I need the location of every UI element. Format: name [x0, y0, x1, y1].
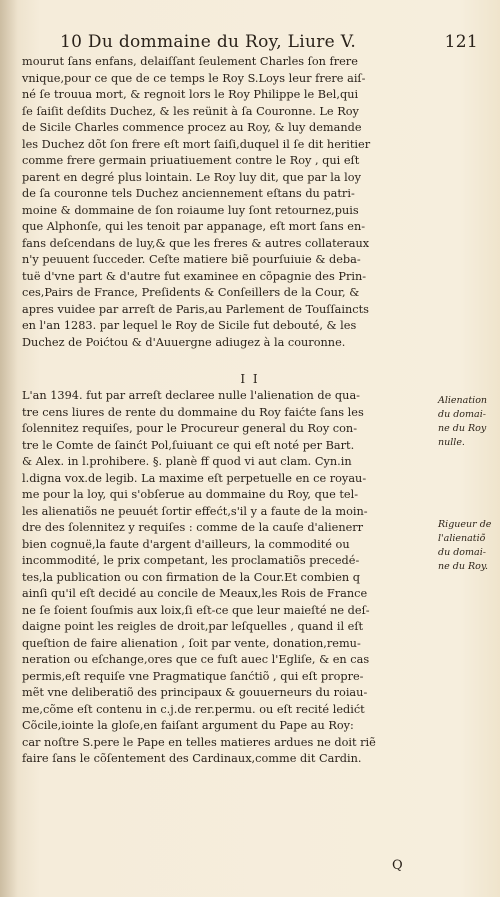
text-line: parent en degré plus lointain. Le Roy luy dit, que par la loy — [22, 170, 361, 184]
text-line: en l'an 1283. par lequel le Roy de Sicile fut debouté, & les — [22, 319, 357, 332]
text-line: ainſi qu'il eſt decidé au concile de Meaux,les Rois de France — [22, 587, 368, 600]
text-line: bien cognuë,la faute d'argent d'ailleurs, la commodité ou — [22, 537, 350, 551]
text-line: ne ſe ſoient ſouſmis aux loix,ſi eſt-ce que leur maieſté ne deſ- — [22, 603, 370, 617]
section-number: I I — [240, 372, 260, 386]
text-line: mourut ſans enfans, delaiſſant ſeulement Charles ſon frere — [22, 55, 358, 68]
margin-note-line: ne du Roy. — [438, 561, 488, 572]
text-line: les Duchez dõt ſon frere eſt mort ſaiſi,duquel il ſe dit heritier — [22, 137, 371, 151]
text-line: comme frere germain priuatiuement contre le Roy , qui eſt — [22, 154, 360, 167]
text-line: fans deſcendans de luy,& que les freres & autres collateraux — [22, 236, 370, 250]
text-line: neration ou eſchange,ores que ce fuſt auec l'Egliſe, & en cas — [22, 653, 370, 666]
text-line: l.digna vox.de legib. La maxime eſt perpetuelle en ce royau- — [22, 471, 367, 485]
catchword: Q — [392, 858, 403, 873]
text-line: incommodité, le prix competant, les proclamatiõs precedé- — [22, 554, 360, 567]
binding-shadow — [0, 0, 18, 897]
text-line: dre des ſolennitez y requiſes : comme de la cauſe d'alienerr — [22, 521, 364, 534]
text-line: me,cõme eſt contenu in c.j.de rer.permu. ou eſt recité ledićt — [22, 702, 365, 716]
text-line: tuë d'vne part & d'autre fut examinee en cõpagnie des Prin- — [22, 269, 367, 283]
margin-note-line: Rigueur de — [438, 519, 492, 530]
text-line: de ſa couronne tels Duchez anciennement eſtans du patri- — [22, 187, 355, 200]
text-line: mẽt vne deliberatiõ des principaux & gouuerneurs du roiau- — [22, 686, 368, 699]
text-line: moine & dommaine de ſon roiaume luy ſont retournez,puis — [22, 203, 359, 217]
paragraph-2 — [22, 388, 434, 768]
text-line: ſe ſaiſit deſdits Duchez, & les reünit à ſa Couronne. Le Roy — [22, 104, 359, 118]
text-line: & Alex. in l.prohibere. §. planè ff quod vi aut clam. Cyn.in — [22, 455, 352, 468]
text-line: tre cens liures de rente du dommaine du Roy faićte ſans les — [22, 405, 364, 419]
text-line: daigne point les reigles de droit,par leſquelles , quand il eſt — [22, 620, 364, 633]
text-line: permis,eſt requiſe vne Pragmatique ſanćtiõ , qui eſt propre- — [22, 669, 364, 683]
text-line: que Alphonſe, qui les tenoit par appanage, eſt mort ſans en- — [22, 220, 366, 233]
text-line: Duchez de Poićtou & d'Auuergne adiugez à la couronne. — [22, 335, 346, 349]
margin-note-line: du domai- — [438, 409, 486, 420]
text-line: Cõcile,iointe la gloſe,en faiſant argument du Pape au Roy: — [22, 719, 354, 732]
text-line: faire ſans le cõſentement des Cardinaux,comme dit Cardin. — [22, 752, 362, 765]
text-line: me pour la loy, qui s'obſerue au dommaine du Roy, que tel- — [22, 488, 359, 501]
page-number: 121 — [444, 32, 478, 52]
text-line: apres vuidee par arreſt de Paris,au Parlement de Touſſaincts — [22, 302, 369, 316]
paragraph-1 — [22, 54, 434, 351]
margin-note-line: ne du Roy — [438, 423, 487, 434]
text-line: de Sicile Charles commence procez au Roy, & luy demande — [22, 121, 362, 134]
margin-note-alienation — [438, 394, 500, 450]
text-line: L'an 1394. fut par arreſt declaree nulle l'alienation de qua- — [22, 389, 360, 402]
text-line: ces,Pairs de France, Preſidents & Conſeillers de la Cour, & — [22, 286, 360, 299]
text-line: ſolennitez requiſes, pour le Procureur general du Roy con- — [22, 422, 358, 435]
text-line: tre le Comte de ſainćt Pol,ſuiuant ce qui eſt noté per Bart. — [22, 438, 355, 452]
text-line: queſtion de faire alienation , ſoit par vente, donation,remu- — [22, 636, 361, 650]
margin-note-rigueur — [438, 518, 500, 574]
text-line: n'y peuuent ſucceder. Ceſte matiere biẽ pourſuiuie & deba- — [22, 253, 361, 266]
margin-note-line: l'alienatiõ — [438, 533, 486, 544]
margin-note-line: du domai- — [438, 547, 486, 558]
text-line: les alienatiõs ne peuuét ſortir effećt,s'il y a faute de la moin- — [22, 504, 368, 518]
text-line: car noſtre S.pere le Pape en telles matieres ardues ne doit riẽ — [22, 735, 376, 749]
running-header — [60, 32, 478, 56]
text-line: né ſe trouua mort, & regnoit lors le Roy Philippe le Bel,qui — [22, 88, 359, 101]
text-line: vnique,pour ce que de ce temps le Roy S.Loys leur frere aiſ- — [22, 71, 366, 85]
text-line: tes,la publication ou con firmation de la Cour.Et combien q — [22, 570, 361, 584]
margin-note-line: Alienation — [438, 395, 488, 406]
margin-note-line: nulle. — [438, 437, 465, 448]
running-title: 10 Du dommaine du Roy, Liure V. — [60, 32, 357, 52]
